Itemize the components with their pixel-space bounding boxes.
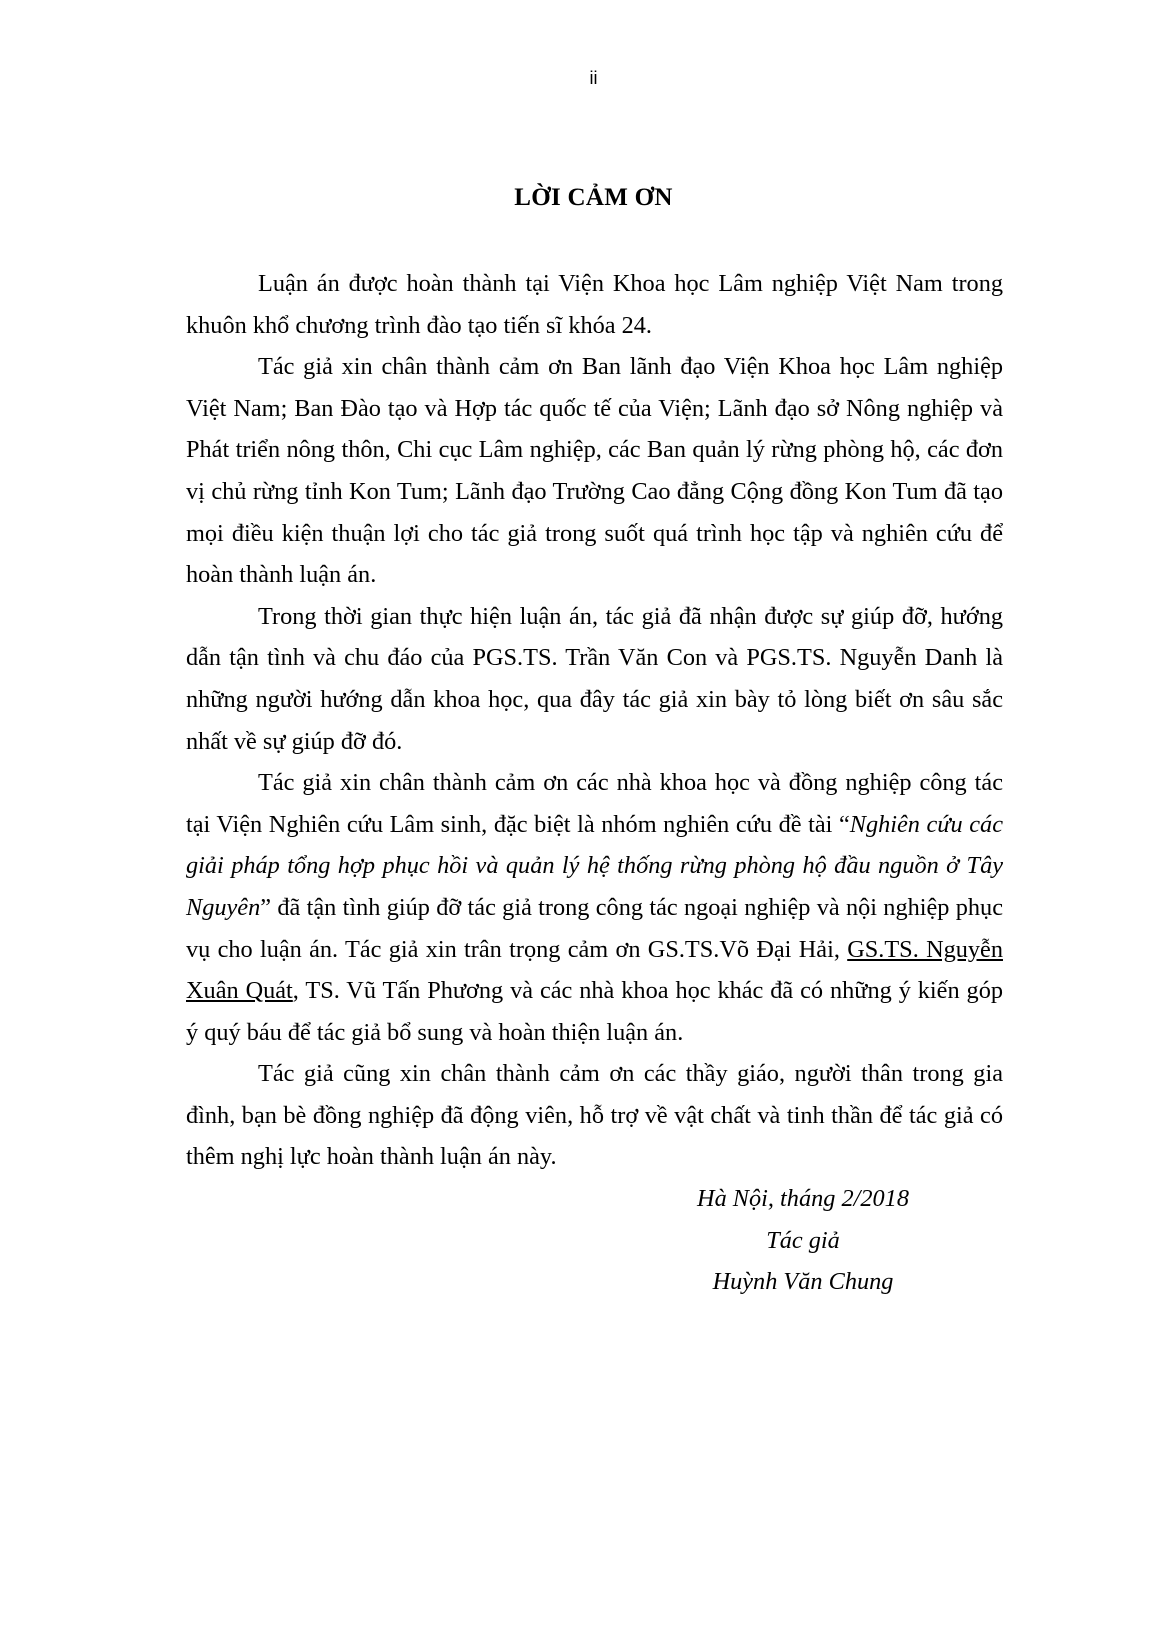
page-number: ii [589,68,598,88]
place-date: Hà Nội, tháng 2/2018 [697,1185,909,1212]
paragraph-2: Tác giả xin chân thành cảm ơn Ban lãnh đạo Viện Khoa học Lâm nghiệp Việt Nam; Ban Đào tạo và Hợp tác quốc tế của Viện; Lãnh đạo sở Nông nghiệp và Phát triển nông thôn, Chi cục Lâm nghiệp, các Ban quản lý rừng phòng hộ, các đơn vị chủ rừng tỉnh Kon Tum; Lãnh đạo Trường Cao đẳng Cộng đồng Kon Tum đã tạo mọi điều kiện thuận lợi cho tác giả trong suốt quá trình học tập và nghiên cứu để hoàn thành luận án. [186,353,1003,589]
paragraph-3: Trong thời gian thực hiện luận án, tác giả đã nhận được sự giúp đỡ, hướng dẫn tận tình và chu đáo của PGS.TS. Trần Văn Con và PGS.TS. Nguyễn Danh là những người hướng dẫn khoa học, qua đây tác giả xin bày tỏ lòng biết ơn sâu sắc nhất về sự giúp đỡ đó. [186,602,1003,755]
paragraph-5: Tác giả cũng xin chân thành cảm ơn các thầy giáo, người thân trong gia đình, bạn bè đồng nghiệp đã động viên, hỗ trợ về vật chất và tinh thần để tác giả có thêm nghị lực hoàn thành luận án này. [186,1060,1003,1171]
paragraph-4 [186,762,1003,1053]
paragraph-4-middle: ” đã tận tình giúp đỡ tác giả trong công tác ngoại nghiệp và nội nghiệp phục vụ cho luận án. Tác giả xin trân trọng cảm ơn GS.TS.Võ Đại Hải, [186,893,1003,963]
paragraph-4-end: , TS. Vũ Tấn Phương và các nhà khoa học khác đã có những ý kiến góp ý quý báu để tác giả bổ sung và hoàn thiện luận án. [186,977,1003,1046]
paragraph-1: Luận án được hoàn thành tại Viện Khoa học Lâm nghiệp Việt Nam trong khuôn khổ chương trình đào tạo tiến sĩ khóa 24. [186,270,1003,339]
document-body [186,263,1003,1178]
underlined-name: GS.TS. Nguyễn Xuân Quát [186,935,1003,1005]
author-name: Huỳnh Văn Chung [712,1268,894,1296]
project-title: Nghiên cứu các giải pháp tổng hợp phục hồi và quản lý hệ thống rừng phòng hộ đầu nguồn ở Tây Nguyên [186,810,1003,921]
page-title: LỜI CẢM ƠN [514,184,673,211]
author-role: Tác giả [766,1226,840,1254]
paragraph-4-intro: Tác giả xin chân thành cảm ơn các nhà khoa học và đồng nghiệp công tác tại Viện Nghiên cứu Lâm sinh, đặc biệt là nhóm nghiên cứu đề tài “ [186,769,1003,838]
signature-block [598,1178,1008,1303]
